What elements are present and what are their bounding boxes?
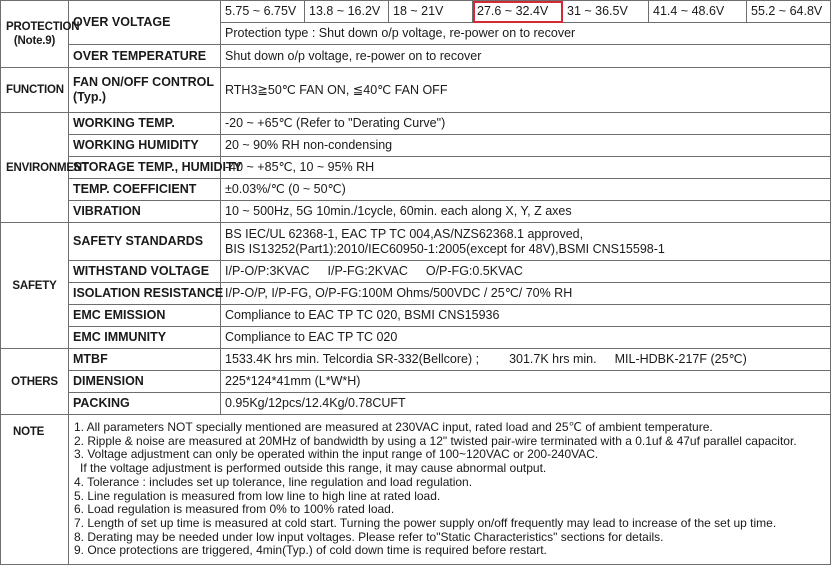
safety-standards-line2: BIS IS13252(Part1):2010/IEC60950-1:2005(except for 48V),BSMI CNS15598-1 xyxy=(225,241,665,256)
ov-range-27v: 31 ~ 36.5V xyxy=(563,1,649,23)
working-humidity-value: 20 ~ 90% RH non-condensing xyxy=(221,135,831,157)
over-temperature-row xyxy=(1,45,831,68)
protection-type-value: Protection type : Shut down o/p voltage, re-power on to recover xyxy=(221,23,831,45)
env-row xyxy=(1,179,831,201)
param-emc-emission: EMC EMISSION xyxy=(69,305,221,327)
withstand-ipop: I/P-O/P:3KVAC xyxy=(225,264,310,278)
param-storage-temp: STORAGE TEMP., HUMIDITY xyxy=(69,157,221,179)
dimension-row xyxy=(1,371,831,393)
packing-value: 0.95Kg/12pcs/12.4Kg/0.78CUFT xyxy=(221,393,831,415)
category-environment: ENVIRONMENT xyxy=(1,113,69,223)
temp-coefficient-value: ±0.03%/℃ (0 ~ 50℃) xyxy=(221,179,831,201)
note-item: 6. Load regulation is measured from 0% to 100% rated load. xyxy=(74,502,395,517)
param-safety-standards: SAFETY STANDARDS xyxy=(69,223,221,261)
param-dimension: DIMENSION xyxy=(69,371,221,393)
mtbf-mil-standard: MIL-HDBK-217F (25℃) xyxy=(614,352,747,366)
category-others: OTHERS xyxy=(1,349,69,415)
over-temperature-value: Shut down o/p voltage, re-power on to recover xyxy=(221,45,831,68)
ov-range-12v: 13.8 ~ 16.2V xyxy=(305,1,389,23)
ov-range-36v: 41.4 ~ 48.6V xyxy=(649,1,747,23)
withstand-ipfg: I/P-FG:2KVAC xyxy=(327,264,408,278)
category-note: NOTE xyxy=(1,415,69,565)
category-function: FUNCTION xyxy=(1,68,69,113)
param-temp-coefficient: TEMP. COEFFICIENT xyxy=(69,179,221,201)
fan-label-line1: FAN ON/OFF CONTROL xyxy=(73,75,214,89)
env-row xyxy=(1,201,831,223)
fan-control-row xyxy=(1,68,831,113)
param-packing: PACKING xyxy=(69,393,221,415)
note-item: 4. Tolerance : includes set up tolerance, line regulation and load regulation. xyxy=(74,474,473,489)
over-voltage-row xyxy=(1,1,831,23)
mtbf-mil-hours: 301.7K hrs min. xyxy=(509,352,597,366)
note-item: If the voltage adjustment is performed outside this range, it may cause abnormal output. xyxy=(80,461,547,476)
safety-standards-row xyxy=(1,223,831,261)
note-item: 2. Ripple & noise are measured at 20MHz of bandwidth by using a 12" twisted pair-wire terminated with a 0.1uf & 47uf parallel capacitor. xyxy=(74,433,797,448)
vibration-value: 10 ~ 500Hz, 5G 10min./1cycle, 60min. each along X, Y, Z axes xyxy=(221,201,831,223)
category-note: (Note.9) xyxy=(13,35,56,47)
param-vibration: VIBRATION xyxy=(69,201,221,223)
ov-range-48v: 55.2 ~ 64.8V xyxy=(747,1,831,23)
emc-emission-value: Compliance to EAC TP TC 020, BSMI CNS15936 xyxy=(221,305,831,327)
note-row xyxy=(1,415,831,565)
emc-immunity-row xyxy=(1,327,831,349)
notes-list xyxy=(69,415,831,565)
param-isolation-resistance: ISOLATION RESISTANCE xyxy=(69,283,221,305)
ov-range-24v-highlighted: 27.6 ~ 32.4V xyxy=(473,1,563,23)
mtbf-row xyxy=(1,349,831,371)
param-withstand-voltage: WITHSTAND VOLTAGE xyxy=(69,261,221,283)
safety-standards-value xyxy=(221,223,831,261)
param-working-humidity: WORKING HUMIDITY xyxy=(69,135,221,157)
emc-emission-row xyxy=(1,305,831,327)
category-label: PROTECTION xyxy=(6,21,80,33)
mtbf-value xyxy=(221,349,831,371)
dimension-value: 225*124*41mm (L*W*H) xyxy=(221,371,831,393)
ov-range-5v: 5.75 ~ 6.75V xyxy=(221,1,305,23)
env-row xyxy=(1,135,831,157)
category-protection xyxy=(1,1,80,68)
note-item: 3. Voltage adjustment can only be operated within the input range of 100~120VAC or 200-240VAC. xyxy=(74,447,599,462)
storage-temp-value: -40 ~ +85℃, 10 ~ 95% RH xyxy=(221,157,831,179)
env-row xyxy=(1,157,831,179)
safety-standards-line1: BS IEC/UL 62368-1, EAC TP TC 004,AS/NZS62368.1 approved, xyxy=(225,226,584,241)
param-fan-control xyxy=(69,68,221,113)
isolation-value: I/P-O/P, I/P-FG, O/P-FG:100M Ohms/500VDC / 25℃/ 70% RH xyxy=(221,283,831,305)
category-safety: SAFETY xyxy=(1,223,69,349)
withstand-voltage-value xyxy=(221,261,831,283)
emc-immunity-value: Compliance to EAC TP TC 020 xyxy=(221,327,831,349)
mtbf-telcordia: 1533.4K hrs min. Telcordia SR-332(Bellcore) ; xyxy=(225,352,480,366)
param-working-temp: WORKING TEMP. xyxy=(69,113,221,135)
param-over-voltage: OVER VOLTAGE xyxy=(69,1,221,45)
fan-label-line2: (Typ.) xyxy=(73,90,107,104)
working-temp-value: -20 ~ +65℃ (Refer to "Derating Curve") xyxy=(221,113,831,135)
packing-row xyxy=(1,393,831,415)
param-mtbf: MTBF xyxy=(69,349,221,371)
isolation-row xyxy=(1,283,831,305)
withstand-voltage-row xyxy=(1,261,831,283)
ov-range-15v: 18 ~ 21V xyxy=(389,1,473,23)
fan-control-value: RTH3≧50℃ FAN ON, ≦40℃ FAN OFF xyxy=(221,68,831,113)
note-item: 8. Derating may be needed under low input voltages. Please refer to"Static Characteristics" sections for details. xyxy=(74,529,664,544)
note-item: 5. Line regulation is measured from low line to high line at rated load. xyxy=(74,488,441,503)
param-emc-immunity: EMC IMMUNITY xyxy=(69,327,221,349)
param-over-temperature: OVER TEMPERATURE xyxy=(69,45,221,68)
withstand-opfg: O/P-FG:0.5KVAC xyxy=(425,264,523,278)
note-item: 7. Length of set up time is measured at cold start. Turning the power supply on/off frequently may lead to increase of the set up time. xyxy=(74,515,777,530)
note-item: 1. All parameters NOT specially mentioned are measured at 230VAC input, rated load and 25℃ of ambient temperature. xyxy=(74,419,713,434)
note-item: 9. Once protections are triggered, 4min(Typ.) of cold down time is required before restart. xyxy=(74,543,547,558)
env-row xyxy=(1,113,831,135)
